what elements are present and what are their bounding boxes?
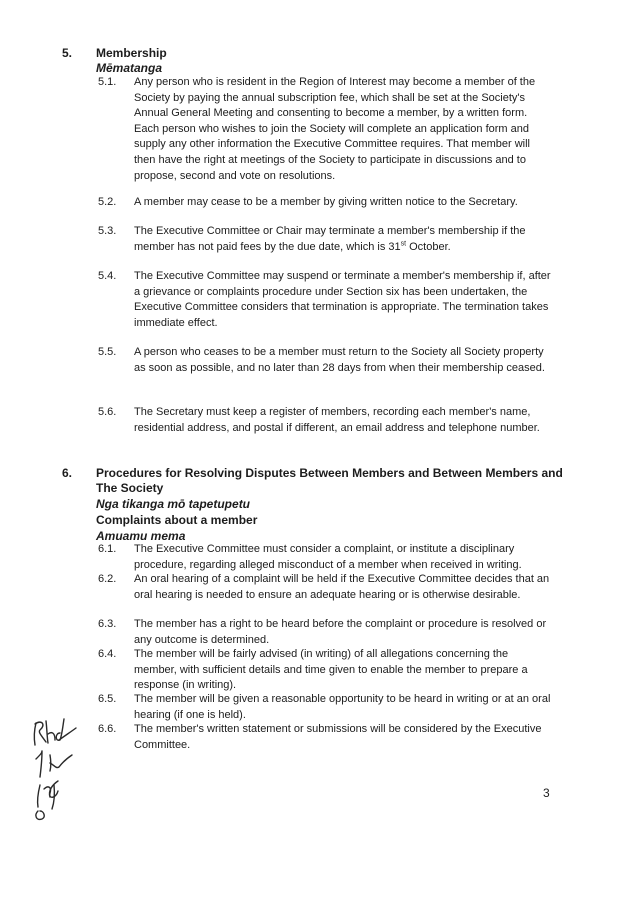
complaints-maori-subtitle: Amuamu mema bbox=[96, 529, 186, 543]
handwritten-initials-signature bbox=[28, 715, 88, 823]
clause-5-1-number: 5.1. bbox=[98, 76, 117, 88]
complaints-subtitle: Complaints about a member bbox=[96, 513, 258, 527]
clause-5-5-text: A person who ceases to be a member must return to the Society all Society property as soon as possible, and no later than 28 days from when their membership ceased. bbox=[134, 346, 545, 374]
section-5-maori-title: Mēmatanga bbox=[96, 61, 163, 75]
clause-6-5-text: The member will be given a reasonable opportunity to be heard in writing or at an oral hearing (if one is held). bbox=[134, 693, 551, 721]
clause-6-2-text: An oral hearing of a complaint will be held if the Executive Committee decides that an oral hearing is needed to ensure an adequate hearing or is otherwise desirable. bbox=[134, 573, 550, 601]
clause-6-6-text: The member's written statement or submissions will be considered by the Executive Committee. bbox=[134, 723, 542, 751]
clause-5-4-number: 5.4. bbox=[98, 270, 117, 282]
section-6-number: 6. bbox=[62, 466, 73, 480]
section-5-number: 5. bbox=[62, 46, 73, 60]
clause-5-1-text: Any person who is resident in the Region of Interest may become a member of the Society by paying the annual subscription fee, which shall be set at the Society's Annual General Meeting and consenting to become a member, by a written form. Each person who wishes to join the Society will complete an application form and supply any other information the Executive Committee requires. That member will then have the right at meetings of the Society to participate in discussions and to propose, second and vote on resolutions. bbox=[134, 76, 536, 182]
clause-6-4-text: The member will be fairly advised (in writing) of all allegations concerning the member, with sufficient details and time given to enable the member to prepare a response (in writing). bbox=[134, 648, 528, 692]
section-6-maori-title: Nga tikanga mō tapetupetu bbox=[96, 497, 251, 511]
clause-5-5-number: 5.5. bbox=[98, 346, 117, 358]
clause-6-3-number: 6.3. bbox=[98, 618, 117, 630]
clause-6-5-number: 6.5. bbox=[98, 693, 117, 705]
clause-6-1-number: 6.1. bbox=[98, 543, 117, 555]
clause-5-2-number: 5.2. bbox=[98, 196, 117, 208]
clause-5-3-number: 5.3. bbox=[98, 225, 117, 237]
clause-6-3-text: The member has a right to be heard before the complaint or procedure is resolved or any outcome is determined. bbox=[134, 618, 547, 646]
clause-5-6-text: The Secretary must keep a register of members, recording each member's name, residential address, and postal if different, an email address and telephone number. bbox=[134, 406, 540, 434]
section-5-title: Membership bbox=[96, 46, 167, 60]
page-number: 3 bbox=[543, 786, 550, 800]
clause-6-1-text: The Executive Committee must consider a complaint, or institute a disciplinary procedure, regarding alleged misconduct of a member when received in writing. bbox=[134, 543, 522, 571]
clause-6-2-number: 6.2. bbox=[98, 573, 117, 585]
clause-6-6-number: 6.6. bbox=[98, 723, 117, 735]
section-6-title: Procedures for Resolving Disputes Between Members and Between Members and The Society bbox=[96, 466, 563, 495]
clause-5-6-number: 5.6. bbox=[98, 406, 117, 418]
clause-5-3-text: The Executive Committee or Chair may terminate a member's membership if the member has not paid fees by the due date, which is 31st October. bbox=[134, 225, 526, 253]
clause-5-2-text: A member may cease to be a member by giving written notice to the Secretary. bbox=[134, 196, 518, 208]
clause-5-4-text: The Executive Committee may suspend or terminate a member's membership if, after a grievance or complaints procedure under Section six has been undertaken, the Executive Committee considers that termination is appropriate. The termination takes immediate effect. bbox=[134, 270, 551, 329]
clause-6-4-number: 6.4. bbox=[98, 648, 117, 660]
